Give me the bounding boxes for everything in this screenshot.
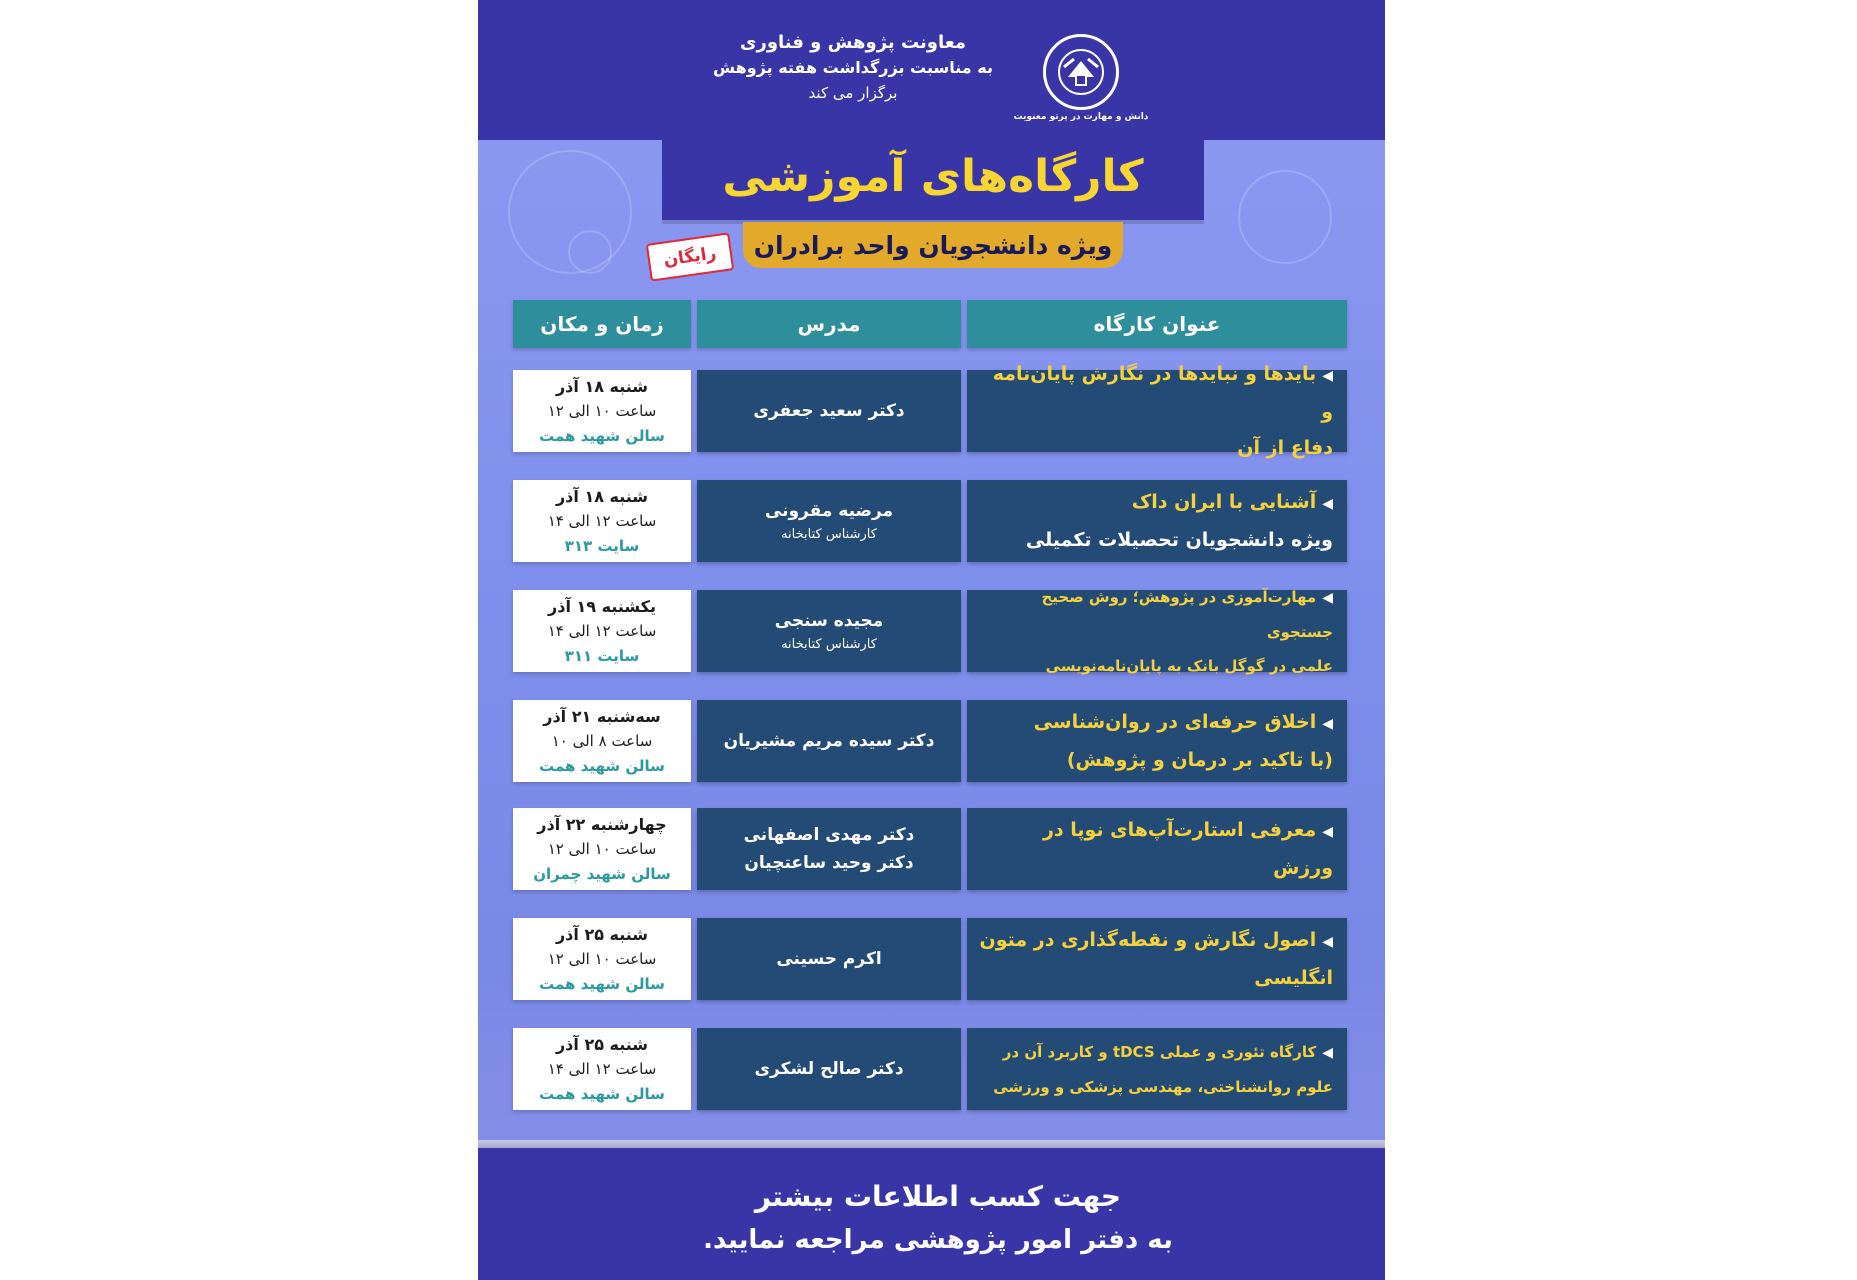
workshop-row bbox=[478, 700, 1385, 782]
time-place-cell bbox=[513, 918, 691, 1000]
teacher-cell bbox=[697, 370, 961, 452]
subtitle: ویژه دانشجویان واحد برادران bbox=[753, 230, 1113, 260]
teacher-cell bbox=[697, 808, 961, 890]
workshop-hour: ساعت ۸ الی ۱۰ bbox=[551, 731, 653, 750]
workshop-title-line-2: علوم روانشناختی، مهندسی پزشکی و ورزشی bbox=[993, 1077, 1333, 1096]
organizer-line-1: معاونت پژوهش و فناوری bbox=[739, 32, 967, 53]
teacher-name-2: دکتر وحید ساعتچیان bbox=[744, 853, 914, 873]
column-header-title: عنوان کارگاه bbox=[967, 300, 1347, 348]
organizer-text bbox=[713, 30, 993, 106]
workshop-place: سالن شهید همت bbox=[539, 1084, 665, 1103]
workshop-day: شنبه ۲۵ آذر bbox=[555, 1034, 649, 1054]
workshop-title-line-2: دفاع از آن bbox=[1237, 437, 1333, 459]
workshop-title-line-2: انگلیسی bbox=[1254, 967, 1333, 989]
main-title: کارگاه‌های آموزشی bbox=[722, 150, 1144, 202]
free-stamp-label: رایگان bbox=[662, 243, 718, 271]
workshop-title-line-1: معرفی استارت‌آپ‌های نوپا در ورزش bbox=[1042, 819, 1333, 879]
workshop-title-line-2: ویژه دانشجویان تحصیلات تکمیلی bbox=[1025, 529, 1333, 551]
workshop-title-cell bbox=[967, 918, 1347, 1000]
teacher-role: کارشناس کتابخانه bbox=[781, 637, 877, 652]
decor-circle bbox=[1238, 170, 1332, 264]
workshop-row bbox=[478, 808, 1385, 890]
time-place-cell bbox=[513, 480, 691, 562]
workshop-place: سایت ۳۱۳ bbox=[564, 536, 640, 555]
workshop-row bbox=[478, 480, 1385, 562]
main-title-box bbox=[662, 132, 1204, 220]
workshop-row bbox=[478, 587, 1385, 675]
top-band-edge bbox=[478, 84, 658, 140]
workshop-day: شنبه ۱۸ آذر bbox=[555, 376, 649, 396]
workshop-place: سایت ۳۱۱ bbox=[564, 646, 640, 665]
workshop-title-line-1: کارگاه تئوری و عملی tDCS و کاربرد آن در bbox=[1002, 1042, 1317, 1061]
time-place-cell bbox=[513, 1028, 691, 1110]
workshop-place: سالن شهید همت bbox=[539, 426, 665, 445]
footer-line-1: جهت کسب اطلاعات بیشتر bbox=[754, 1180, 1122, 1213]
workshop-day: یکشنبه ۱۹ آذر bbox=[548, 596, 656, 616]
workshop-title-cell bbox=[967, 480, 1347, 562]
teacher-cell bbox=[697, 590, 961, 672]
workshop-row bbox=[478, 918, 1385, 1000]
time-place-cell bbox=[513, 808, 691, 890]
bullet-arrow-icon: ◀ bbox=[1322, 716, 1333, 732]
bullet-arrow-icon: ◀ bbox=[1322, 824, 1333, 840]
poster bbox=[478, 0, 1385, 1280]
workshop-title-line-1: اخلاق حرفه‌ای در روان‌شناسی bbox=[1033, 711, 1317, 733]
workshop-title-cell bbox=[967, 363, 1347, 459]
subtitle-box bbox=[743, 222, 1123, 268]
teacher-name: دکتر مهدی اصفهانی bbox=[743, 825, 915, 845]
footer-text bbox=[638, 1175, 1238, 1261]
teacher-cell bbox=[697, 1028, 961, 1110]
workshop-title-line-1: مهارت‌آموزی در پژوهش؛ روش صحیح جستجوی bbox=[1041, 587, 1333, 641]
decor-circle bbox=[568, 230, 612, 274]
column-header-time-place: زمان و مکان bbox=[513, 300, 691, 348]
teacher-name: دکتر سیده مریم مشیریان bbox=[723, 731, 935, 751]
time-place-cell bbox=[513, 590, 691, 672]
workshop-row bbox=[478, 363, 1385, 459]
teacher-name: مجیده سنجی bbox=[774, 611, 884, 631]
top-band-edge bbox=[1205, 84, 1385, 140]
workshop-title-cell bbox=[967, 587, 1347, 675]
teacher-cell bbox=[697, 700, 961, 782]
time-place-cell bbox=[513, 700, 691, 782]
workshop-hour: ساعت ۱۲ الی ۱۴ bbox=[547, 1059, 657, 1078]
organizer-line-2: به مناسبت بزرگداشت هفته پژوهش bbox=[713, 58, 993, 77]
bullet-arrow-icon: ◀ bbox=[1322, 496, 1333, 512]
workshop-title-cell bbox=[967, 700, 1347, 782]
teacher-name: دکتر سعید جعفری bbox=[753, 401, 905, 421]
workshop-title-line-1: اصول نگارش و نقطه‌گذاری در متون bbox=[979, 929, 1317, 951]
workshop-title-line-1: بایدها و نبایدها در نگارش پایان‌نامه و bbox=[992, 363, 1333, 423]
logo-emblem-icon bbox=[1056, 47, 1106, 97]
time-place-cell bbox=[513, 370, 691, 452]
column-header-teacher: مدرس bbox=[697, 300, 961, 348]
workshop-title-line-2: (با تاکید بر درمان و پژوهش) bbox=[1066, 749, 1333, 771]
workshop-day: سه‌شنبه ۲۱ آذر bbox=[543, 706, 661, 726]
teacher-cell bbox=[697, 918, 961, 1000]
footer-line-2: به دفتر امور پژوهشی مراجعه نمایید. bbox=[703, 1225, 1173, 1255]
workshop-title-line-1: آشنایی با ایران داک bbox=[1131, 491, 1317, 513]
bullet-arrow-icon: ◀ bbox=[1322, 934, 1333, 950]
workshop-place: سالن شهید همت bbox=[539, 756, 665, 775]
bullet-arrow-icon: ◀ bbox=[1322, 589, 1333, 606]
workshop-day: شنبه ۱۸ آذر bbox=[555, 486, 649, 506]
workshop-title-line-2: علمی در گوگل بانک به پایان‌نامه‌نویسی bbox=[1045, 656, 1333, 675]
workshop-title-cell bbox=[967, 808, 1347, 890]
logo-caption: دانش و مهارت در پرتو معنویت bbox=[1013, 112, 1149, 122]
workshop-hour: ساعت ۱۲ الی ۱۴ bbox=[547, 511, 657, 530]
workshop-day: شنبه ۲۵ آذر bbox=[555, 924, 649, 944]
workshop-row bbox=[478, 1028, 1385, 1110]
free-stamp bbox=[646, 232, 734, 281]
teacher-cell bbox=[697, 480, 961, 562]
workshop-day: چهارشنبه ۲۲ آذر bbox=[537, 814, 667, 834]
teacher-name: مرضیه مقرونی bbox=[764, 501, 894, 521]
organizer-line-3: برگزار می کند bbox=[808, 84, 898, 102]
teacher-name: اکرم حسینی bbox=[776, 949, 882, 969]
workshop-hour: ساعت ۱۰ الی ۱۲ bbox=[547, 949, 657, 968]
workshop-hour: ساعت ۱۰ الی ۱۲ bbox=[547, 839, 657, 858]
workshop-hour: ساعت ۱۲ الی ۱۴ bbox=[547, 621, 657, 640]
bullet-arrow-icon: ◀ bbox=[1322, 1044, 1333, 1061]
workshop-title-cell bbox=[967, 1028, 1347, 1110]
university-logo bbox=[1043, 34, 1119, 110]
workshop-place: سالن شهید چمران bbox=[533, 864, 671, 883]
teacher-name: دکتر صالح لشکری bbox=[754, 1059, 904, 1079]
bullet-arrow-icon: ◀ bbox=[1322, 368, 1333, 384]
workshop-place: سالن شهید همت bbox=[539, 974, 665, 993]
teacher-role: کارشناس کتابخانه bbox=[781, 527, 877, 542]
workshop-hour: ساعت ۱۰ الی ۱۲ bbox=[547, 401, 657, 420]
